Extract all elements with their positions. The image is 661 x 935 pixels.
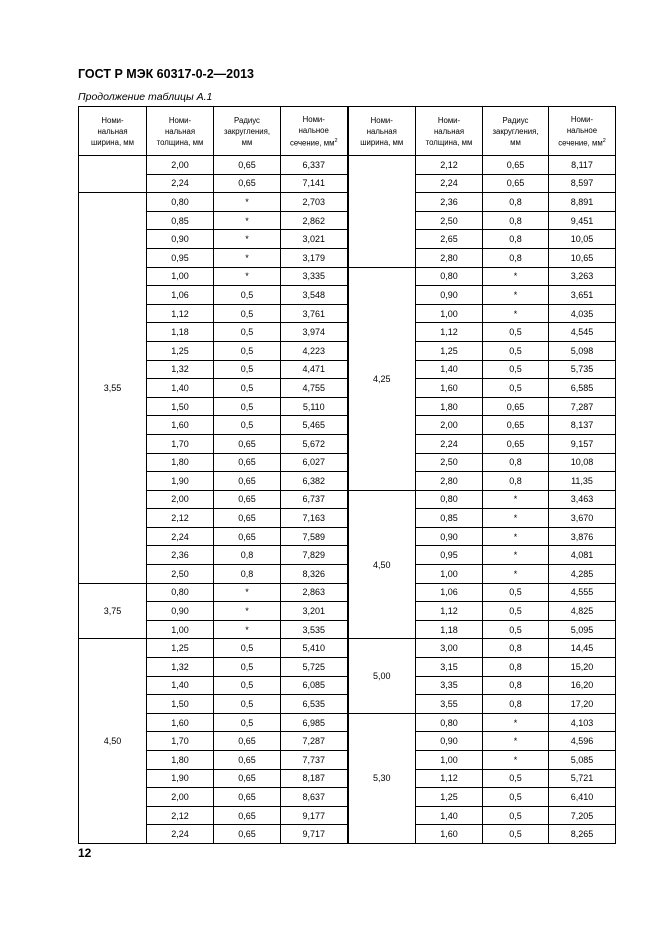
radius-cell: 0,8	[483, 695, 549, 714]
section-cell: 8,326	[281, 565, 348, 584]
radius-cell: 0,5	[214, 676, 281, 695]
radius-cell: 0,5	[214, 639, 281, 658]
radius-cell: *	[214, 620, 281, 639]
radius-cell: 0,5	[214, 341, 281, 360]
table-row	[79, 434, 616, 453]
section-cell: 6,585	[549, 379, 616, 398]
table-row	[79, 248, 616, 267]
thickness-cell: 1,90	[147, 472, 214, 491]
thickness-cell: 1,50	[147, 397, 214, 416]
thickness-cell: 0,90	[147, 230, 214, 249]
width-cell: 5,30	[348, 713, 416, 843]
radius-cell: *	[483, 490, 549, 509]
thickness-cell: 0,80	[147, 193, 214, 212]
table-row	[79, 174, 616, 193]
thickness-cell: 1,12	[416, 323, 483, 342]
radius-cell: 0,8	[483, 248, 549, 267]
radius-cell: *	[214, 267, 281, 286]
thickness-cell: 0,80	[416, 267, 483, 286]
section-cell: 15,20	[549, 658, 616, 677]
thickness-cell: 2,36	[147, 546, 214, 565]
radius-cell: 0,65	[214, 434, 281, 453]
section-cell: 9,717	[281, 825, 348, 844]
radius-cell: 0,5	[214, 713, 281, 732]
section-cell: 5,410	[281, 639, 348, 658]
table-row	[79, 230, 616, 249]
header-left-section: Номи- нальное сечение, $мм^2$	[281, 107, 348, 156]
thickness-cell: 1,00	[147, 620, 214, 639]
thickness-cell: 1,12	[147, 304, 214, 323]
thickness-cell: 2,50	[416, 453, 483, 472]
radius-cell: *	[483, 546, 549, 565]
radius-cell: 0,65	[214, 806, 281, 825]
section-cell: 2,863	[281, 583, 348, 602]
document-header: ГОСТ Р МЭК 60317-0-2—2013	[78, 67, 254, 81]
table-row	[79, 527, 616, 546]
thickness-cell: 2,00	[416, 416, 483, 435]
section-cell: 4,035	[549, 304, 616, 323]
radius-cell: 0,65	[214, 732, 281, 751]
thickness-cell: 1,50	[147, 695, 214, 714]
radius-cell: 0,5	[214, 658, 281, 677]
section-cell: 4,755	[281, 379, 348, 398]
thickness-cell: 2,36	[416, 193, 483, 212]
table-row	[79, 509, 616, 528]
thickness-cell: 2,12	[147, 509, 214, 528]
radius-cell: 0,65	[483, 416, 549, 435]
section-cell: 8,137	[549, 416, 616, 435]
thickness-cell: 1,60	[416, 825, 483, 844]
thickness-cell: 1,06	[416, 583, 483, 602]
radius-cell: *	[214, 211, 281, 230]
thickness-cell: 0,95	[147, 248, 214, 267]
thickness-cell: 1,12	[416, 602, 483, 621]
width-cell: 4,50	[348, 490, 416, 639]
radius-cell: 0,8	[483, 193, 549, 212]
table-row	[79, 193, 616, 212]
section-cell: 7,737	[281, 751, 348, 770]
thickness-cell: 2,00	[147, 156, 214, 175]
thickness-cell: 2,24	[416, 174, 483, 193]
radius-cell: 0,5	[214, 695, 281, 714]
thickness-cell: 0,90	[416, 286, 483, 305]
section-cell: 5,735	[549, 360, 616, 379]
radius-cell: 0,8	[483, 453, 549, 472]
thickness-cell: 1,18	[147, 323, 214, 342]
width-cell: 3,75	[79, 583, 147, 639]
radius-cell: 0,5	[483, 825, 549, 844]
section-cell: 17,20	[549, 695, 616, 714]
section-cell: 3,179	[281, 248, 348, 267]
radius-cell: 0,65	[214, 769, 281, 788]
width-cell	[348, 156, 416, 268]
thickness-cell: 1,90	[147, 769, 214, 788]
thickness-cell: 2,00	[147, 788, 214, 807]
thickness-cell: 1,60	[147, 713, 214, 732]
section-cell: 10,08	[549, 453, 616, 472]
radius-cell: *	[483, 304, 549, 323]
table-row	[79, 769, 616, 788]
radius-cell: 0,65	[214, 509, 281, 528]
section-cell: 3,670	[549, 509, 616, 528]
radius-cell: 0,65	[483, 156, 549, 175]
thickness-cell: 1,70	[147, 434, 214, 453]
section-cell: 6,027	[281, 453, 348, 472]
width-cell: 5,00	[348, 639, 416, 713]
thickness-cell: 1,40	[416, 360, 483, 379]
radius-cell: 0,65	[214, 453, 281, 472]
section-cell: 3,974	[281, 323, 348, 342]
thickness-cell: 1,18	[416, 620, 483, 639]
thickness-cell: 1,80	[416, 397, 483, 416]
section-cell: 6,985	[281, 713, 348, 732]
section-cell: 3,651	[549, 286, 616, 305]
radius-cell: 0,65	[214, 490, 281, 509]
radius-cell: 0,65	[483, 174, 549, 193]
thickness-cell: 0,80	[416, 490, 483, 509]
radius-cell: 0,5	[483, 341, 549, 360]
section-cell: 4,081	[549, 546, 616, 565]
thickness-cell: 1,60	[416, 379, 483, 398]
radius-cell: 0,65	[214, 156, 281, 175]
section-cell: 5,721	[549, 769, 616, 788]
section-cell: 4,471	[281, 360, 348, 379]
section-cell: 4,825	[549, 602, 616, 621]
thickness-cell: 3,15	[416, 658, 483, 677]
header-left-radius: Радиус закругления, мм	[214, 107, 281, 156]
thickness-cell: 2,50	[416, 211, 483, 230]
radius-cell: 0,5	[483, 583, 549, 602]
section-cell: 3,201	[281, 602, 348, 621]
section-cell: 5,465	[281, 416, 348, 435]
section-cell: 5,098	[549, 341, 616, 360]
radius-cell: 0,5	[214, 304, 281, 323]
section-cell: 5,085	[549, 751, 616, 770]
radius-cell: *	[483, 565, 549, 584]
radius-cell: 0,8	[483, 658, 549, 677]
section-cell: 4,285	[549, 565, 616, 584]
radius-cell: *	[214, 230, 281, 249]
thickness-cell: 1,40	[416, 806, 483, 825]
section-cell: 2,862	[281, 211, 348, 230]
page-number: 12	[78, 846, 92, 860]
thickness-cell: 3,35	[416, 676, 483, 695]
section-cell: 10,05	[549, 230, 616, 249]
radius-cell: 0,5	[214, 397, 281, 416]
thickness-cell: 2,00	[147, 490, 214, 509]
thickness-cell: 0,85	[416, 509, 483, 528]
radius-cell: 0,5	[483, 769, 549, 788]
radius-cell: *	[483, 267, 549, 286]
header-right-thickness: Номи- нальная толщина, мм	[416, 107, 483, 156]
thickness-cell: 1,40	[147, 676, 214, 695]
thickness-cell: 1,00	[416, 751, 483, 770]
table-row	[79, 620, 616, 639]
section-cell: 9,157	[549, 434, 616, 453]
radius-cell: *	[483, 286, 549, 305]
table-row	[79, 602, 616, 621]
section-cell: 7,287	[281, 732, 348, 751]
thickness-cell: 2,12	[147, 806, 214, 825]
table-row	[79, 713, 616, 732]
radius-cell: 0,8	[483, 676, 549, 695]
radius-cell: 0,5	[483, 806, 549, 825]
section-cell: 3,263	[549, 267, 616, 286]
radius-cell: 0,5	[214, 416, 281, 435]
thickness-cell: 2,24	[147, 825, 214, 844]
table-row	[79, 695, 616, 714]
section-cell: 9,177	[281, 806, 348, 825]
radius-cell: 0,5	[483, 620, 549, 639]
table-row	[79, 286, 616, 305]
table-row	[79, 341, 616, 360]
section-cell: 5,672	[281, 434, 348, 453]
radius-cell: 0,65	[214, 527, 281, 546]
section-cell: 8,265	[549, 825, 616, 844]
thickness-cell: 1,25	[147, 341, 214, 360]
radius-cell: 0,5	[483, 788, 549, 807]
thickness-cell: 1,25	[416, 788, 483, 807]
table-caption: Продолжение таблицы А.1	[78, 91, 213, 103]
thickness-cell: 2,50	[147, 565, 214, 584]
table-row	[79, 639, 616, 658]
dimensions-table	[78, 106, 616, 844]
radius-cell: 0,5	[483, 360, 549, 379]
header-right-section: Номи- нальное сечение, $мм^2$	[549, 107, 616, 156]
radius-cell: *	[483, 751, 549, 770]
section-cell: 5,095	[549, 620, 616, 639]
thickness-cell: 0,80	[416, 713, 483, 732]
thickness-cell: 3,55	[416, 695, 483, 714]
thickness-cell: 1,32	[147, 658, 214, 677]
section-cell: 6,337	[281, 156, 348, 175]
section-cell: 8,891	[549, 193, 616, 212]
section-cell: 3,021	[281, 230, 348, 249]
section-cell: 3,876	[549, 527, 616, 546]
thickness-cell: 2,24	[147, 174, 214, 193]
table-row	[79, 565, 616, 584]
section-cell: 16,20	[549, 676, 616, 695]
table-row	[79, 676, 616, 695]
thickness-cell: 1,12	[416, 769, 483, 788]
section-cell: 6,535	[281, 695, 348, 714]
section-cell: 14,45	[549, 639, 616, 658]
section-cell: 7,205	[549, 806, 616, 825]
section-cell: 6,410	[549, 788, 616, 807]
thickness-cell: 3,00	[416, 639, 483, 658]
table-row	[79, 490, 616, 509]
section-cell: 3,335	[281, 267, 348, 286]
thickness-cell: 2,65	[416, 230, 483, 249]
section-cell: 7,589	[281, 527, 348, 546]
radius-cell: *	[214, 248, 281, 267]
radius-cell: *	[214, 583, 281, 602]
thickness-cell: 1,80	[147, 751, 214, 770]
table-row	[79, 472, 616, 491]
radius-cell: 0,65	[214, 472, 281, 491]
table-row	[79, 453, 616, 472]
width-cell: 4,25	[348, 267, 416, 490]
table-row	[79, 658, 616, 677]
thickness-cell: 1,60	[147, 416, 214, 435]
table-row	[79, 267, 616, 286]
radius-cell: 0,8	[483, 230, 549, 249]
width-cell: 4,50	[79, 639, 147, 844]
thickness-cell: 1,00	[416, 304, 483, 323]
table-row	[79, 304, 616, 323]
radius-cell: 0,8	[214, 546, 281, 565]
thickness-cell: 2,24	[416, 434, 483, 453]
thickness-cell: 0,95	[416, 546, 483, 565]
section-cell: 2,703	[281, 193, 348, 212]
thickness-cell: 0,90	[416, 732, 483, 751]
section-cell: 4,545	[549, 323, 616, 342]
radius-cell: 0,65	[214, 751, 281, 770]
section-cell: 8,117	[549, 156, 616, 175]
table-row	[79, 583, 616, 602]
radius-cell: 0,8	[483, 639, 549, 658]
thickness-cell: 1,06	[147, 286, 214, 305]
section-cell: 6,085	[281, 676, 348, 695]
table-row	[79, 360, 616, 379]
thickness-cell: 1,32	[147, 360, 214, 379]
radius-cell: *	[483, 509, 549, 528]
thickness-cell: 1,80	[147, 453, 214, 472]
header-right-width: Номи- нальная ширина, мм	[348, 107, 416, 156]
header-right-radius: Радиус закругления, мм	[483, 107, 549, 156]
thickness-cell: 2,12	[416, 156, 483, 175]
section-cell: 3,535	[281, 620, 348, 639]
thickness-cell: 2,80	[416, 472, 483, 491]
table-row	[79, 806, 616, 825]
radius-cell: *	[483, 732, 549, 751]
table-row	[79, 211, 616, 230]
radius-cell: 0,5	[483, 323, 549, 342]
table-row	[79, 546, 616, 565]
section-cell: 11,35	[549, 472, 616, 491]
thickness-cell: 1,70	[147, 732, 214, 751]
section-cell: 8,597	[549, 174, 616, 193]
radius-cell: 0,65	[483, 397, 549, 416]
section-cell: 7,287	[549, 397, 616, 416]
radius-cell: 0,65	[214, 788, 281, 807]
section-cell: 10,65	[549, 248, 616, 267]
thickness-cell: 1,00	[147, 267, 214, 286]
section-cell: 5,110	[281, 397, 348, 416]
table-header-row	[79, 107, 616, 156]
radius-cell: 0,8	[483, 211, 549, 230]
section-cell: 8,637	[281, 788, 348, 807]
thickness-cell: 1,25	[416, 341, 483, 360]
section-cell: 7,829	[281, 546, 348, 565]
header-left-width: Номи- нальная ширина, мм	[79, 107, 147, 156]
section-cell: 3,463	[549, 490, 616, 509]
width-cell: 3,55	[79, 193, 147, 583]
section-cell: 4,223	[281, 341, 348, 360]
radius-cell: 0,5	[214, 286, 281, 305]
radius-cell: *	[483, 527, 549, 546]
table-row	[79, 379, 616, 398]
radius-cell: 0,5	[483, 602, 549, 621]
section-cell: 9,451	[549, 211, 616, 230]
thickness-cell: 0,85	[147, 211, 214, 230]
table-row	[79, 416, 616, 435]
table-row	[79, 751, 616, 770]
radius-cell: 0,5	[483, 379, 549, 398]
section-cell: 7,141	[281, 174, 348, 193]
table-row	[79, 397, 616, 416]
thickness-cell: 1,40	[147, 379, 214, 398]
thickness-cell: 1,00	[416, 565, 483, 584]
radius-cell: 0,5	[214, 379, 281, 398]
thickness-cell: 2,24	[147, 527, 214, 546]
section-cell: 7,163	[281, 509, 348, 528]
thickness-cell: 0,90	[147, 602, 214, 621]
section-cell: 5,725	[281, 658, 348, 677]
radius-cell: 0,65	[214, 825, 281, 844]
section-cell: 4,103	[549, 713, 616, 732]
radius-cell: *	[483, 713, 549, 732]
thickness-cell: 0,90	[416, 527, 483, 546]
radius-cell: 0,65	[214, 174, 281, 193]
width-cell	[79, 156, 147, 193]
radius-cell: 0,65	[483, 434, 549, 453]
thickness-cell: 1,25	[147, 639, 214, 658]
header-left-thickness: Номи- нальная толщина, мм	[147, 107, 214, 156]
table-row	[79, 732, 616, 751]
radius-cell: 0,8	[483, 472, 549, 491]
radius-cell: 0,5	[214, 323, 281, 342]
section-cell: 6,737	[281, 490, 348, 509]
radius-cell: *	[214, 602, 281, 621]
section-cell: 4,555	[549, 583, 616, 602]
section-cell: 8,187	[281, 769, 348, 788]
table-row	[79, 788, 616, 807]
radius-cell: 0,8	[214, 565, 281, 584]
section-cell: 6,382	[281, 472, 348, 491]
thickness-cell: 2,80	[416, 248, 483, 267]
table-row	[79, 323, 616, 342]
table-row	[79, 825, 616, 844]
radius-cell: *	[214, 193, 281, 212]
thickness-cell: 0,80	[147, 583, 214, 602]
radius-cell: 0,5	[214, 360, 281, 379]
section-cell: 3,761	[281, 304, 348, 323]
table-row	[79, 156, 616, 175]
section-cell: 3,548	[281, 286, 348, 305]
section-cell: 4,596	[549, 732, 616, 751]
